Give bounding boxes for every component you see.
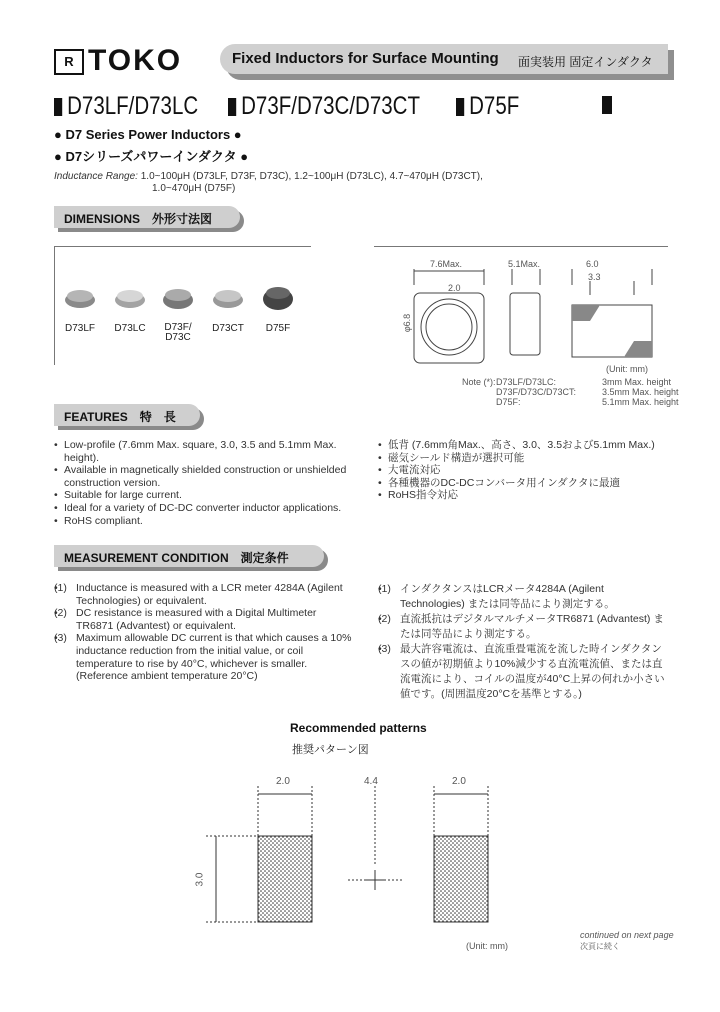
series-jp: ● D7シリーズパワーインダクタ ● [54, 149, 249, 164]
part-photo-d73f [163, 289, 193, 309]
recommended-title: Recommended patterns [290, 721, 427, 735]
feature-jp-item: • RoHS指令対応 [378, 489, 678, 502]
measurement-jp-item: • (1) インダクタンスはLCRメータ4284A (Agilent Technologies) または同等品により測定する。 [378, 582, 668, 612]
continued-en: continued on next page [580, 930, 674, 940]
dim-diameter: φ6.8 [402, 313, 413, 333]
feature-jp-item: • 磁気シールド構造が選択可能 [378, 452, 678, 465]
pattern-height: 3.0 [194, 872, 206, 887]
section-dimensions-title: DIMENSIONS 外形寸法図 [64, 212, 213, 226]
section-features-title: FEATURES 特 長 [64, 410, 176, 424]
feature-jp-item: • 大電流対応 [378, 464, 678, 477]
measurement-jp-item: • (3) 最大許容電流は、直流重畳電流を流した時インダクタンスの値が初期値より10%減少する直流電流値、または直流電流により、コイルの温度が40°C上昇の何れか小さい値です。(周囲温度20°Cを基準とする。) [378, 642, 668, 702]
pad-left [258, 836, 312, 922]
series-en: ● D7 Series Power Inductors ● [54, 127, 242, 142]
dim-side-label: 5.1Max. [508, 259, 541, 269]
part-photo-d75f [263, 287, 293, 310]
logo-mark: R [54, 49, 84, 75]
section-measurement-title: MEASUREMENT CONDITION 測定条件 [64, 551, 289, 565]
part-label-d73ct: D73CT [212, 323, 244, 334]
feature-en-item: • RoHS compliant. [54, 515, 354, 528]
toko-logo [54, 44, 182, 78]
pattern-right-width: 2.0 [452, 776, 466, 787]
continued-jp: 次頁に続く [580, 942, 620, 951]
measurement-jp-item: • (2) 直流抵抗はデジタルマルチメータTR6871 (Advantest) または同等品により測定する。 [378, 612, 668, 642]
feature-jp-item: • 低背 (7.6mm角Max.、高さ、3.0、3.5および5.1mm Max.) [378, 439, 678, 452]
inductance-range-label: Inductance Range: [54, 171, 138, 182]
part-label-d73f: D73F/ D73C [164, 322, 192, 343]
measurement-en-item: • (3) Maximum allowable DC current is that which causes a 10% inductance reduction from the initial value, or coil temperature to rise by 40°C, whichever is smaller. (Reference ambient temperature 20°C) [54, 632, 354, 682]
model-d75f: D75F [456, 92, 519, 121]
pattern-gap: 4.4 [364, 776, 378, 787]
dimension-drawing [400, 255, 670, 365]
part-photos [60, 282, 300, 312]
part-label-d75f: D75F [265, 323, 291, 334]
pattern-left-width: 2.0 [276, 776, 290, 787]
dim-pad-inner: 3.3 [588, 272, 601, 282]
measurement-en-item: • (2) DC resistance is measured with a Digital Multimeter TR6871 (Advantest) or equivalent. [54, 607, 354, 632]
part-label-d73lf: D73LF [64, 323, 95, 334]
measurement-en [54, 582, 354, 683]
feature-jp-item: • 各種機器のDC-DCコンバータ用インダクタに最適 [378, 477, 678, 490]
measurement-en-item: • (1) Inductance is measured with a LCR meter 4284A (Agilent Technologies) or equivalent. [54, 582, 354, 607]
part-label-d73lc: D73LC [114, 323, 146, 334]
part-photo-d73ct [213, 290, 243, 308]
model-d73f: D73F/D73C/D73CT [228, 92, 420, 121]
feature-en-item: • Low-profile (7.6mm Max. square, 3.0, 3.5 and 5.1mm Max. height). [54, 439, 354, 464]
features-jp [378, 439, 678, 502]
pad-right [434, 836, 488, 922]
measurement-jp [378, 582, 668, 702]
dim-notes: Note (*): D73LF/D73LC: 3mm Max. height D73F/D73C/D73CT: 3.5mm Max. height D75F: 5.1mm Max. height [462, 377, 679, 407]
recommended-pattern [180, 770, 560, 960]
dim-pad-width: 6.0 [586, 259, 599, 269]
model-square [602, 96, 612, 114]
model-d73lf: D73LF/D73LC [54, 92, 198, 121]
part-photo-d73lf [65, 290, 95, 308]
part-photo-d73lc [115, 290, 145, 308]
header-title: Fixed Inductors for Surface Mounting [232, 50, 499, 67]
dim-top-label: 7.6Max. [430, 259, 463, 269]
recommended-title-jp: 推奨パターン図 [292, 744, 369, 756]
header-title-jp: 面実装用 固定インダクタ [518, 55, 653, 69]
logo-text: TOKO [88, 44, 183, 77]
feature-en-item: • Suitable for large current. [54, 489, 354, 502]
pattern-unit: (Unit: mm) [466, 941, 508, 951]
dim-unit: (Unit: mm) [606, 364, 648, 374]
features-en [54, 439, 354, 527]
feature-en-item: • Available in magnetically shielded construction or unshielded construction version. [54, 464, 354, 489]
dim-inner: 2.0 [448, 283, 461, 293]
feature-en-item: • Ideal for a variety of DC-DC converter inductor applications. [54, 502, 354, 515]
inductance-range: Inductance Range: 1.0~100μH (D73LF, D73F, D73C), 1.2~100μH (D73LC), 4.7~470μH (D73CT), 1.0~470μH (D75F) [54, 171, 483, 194]
